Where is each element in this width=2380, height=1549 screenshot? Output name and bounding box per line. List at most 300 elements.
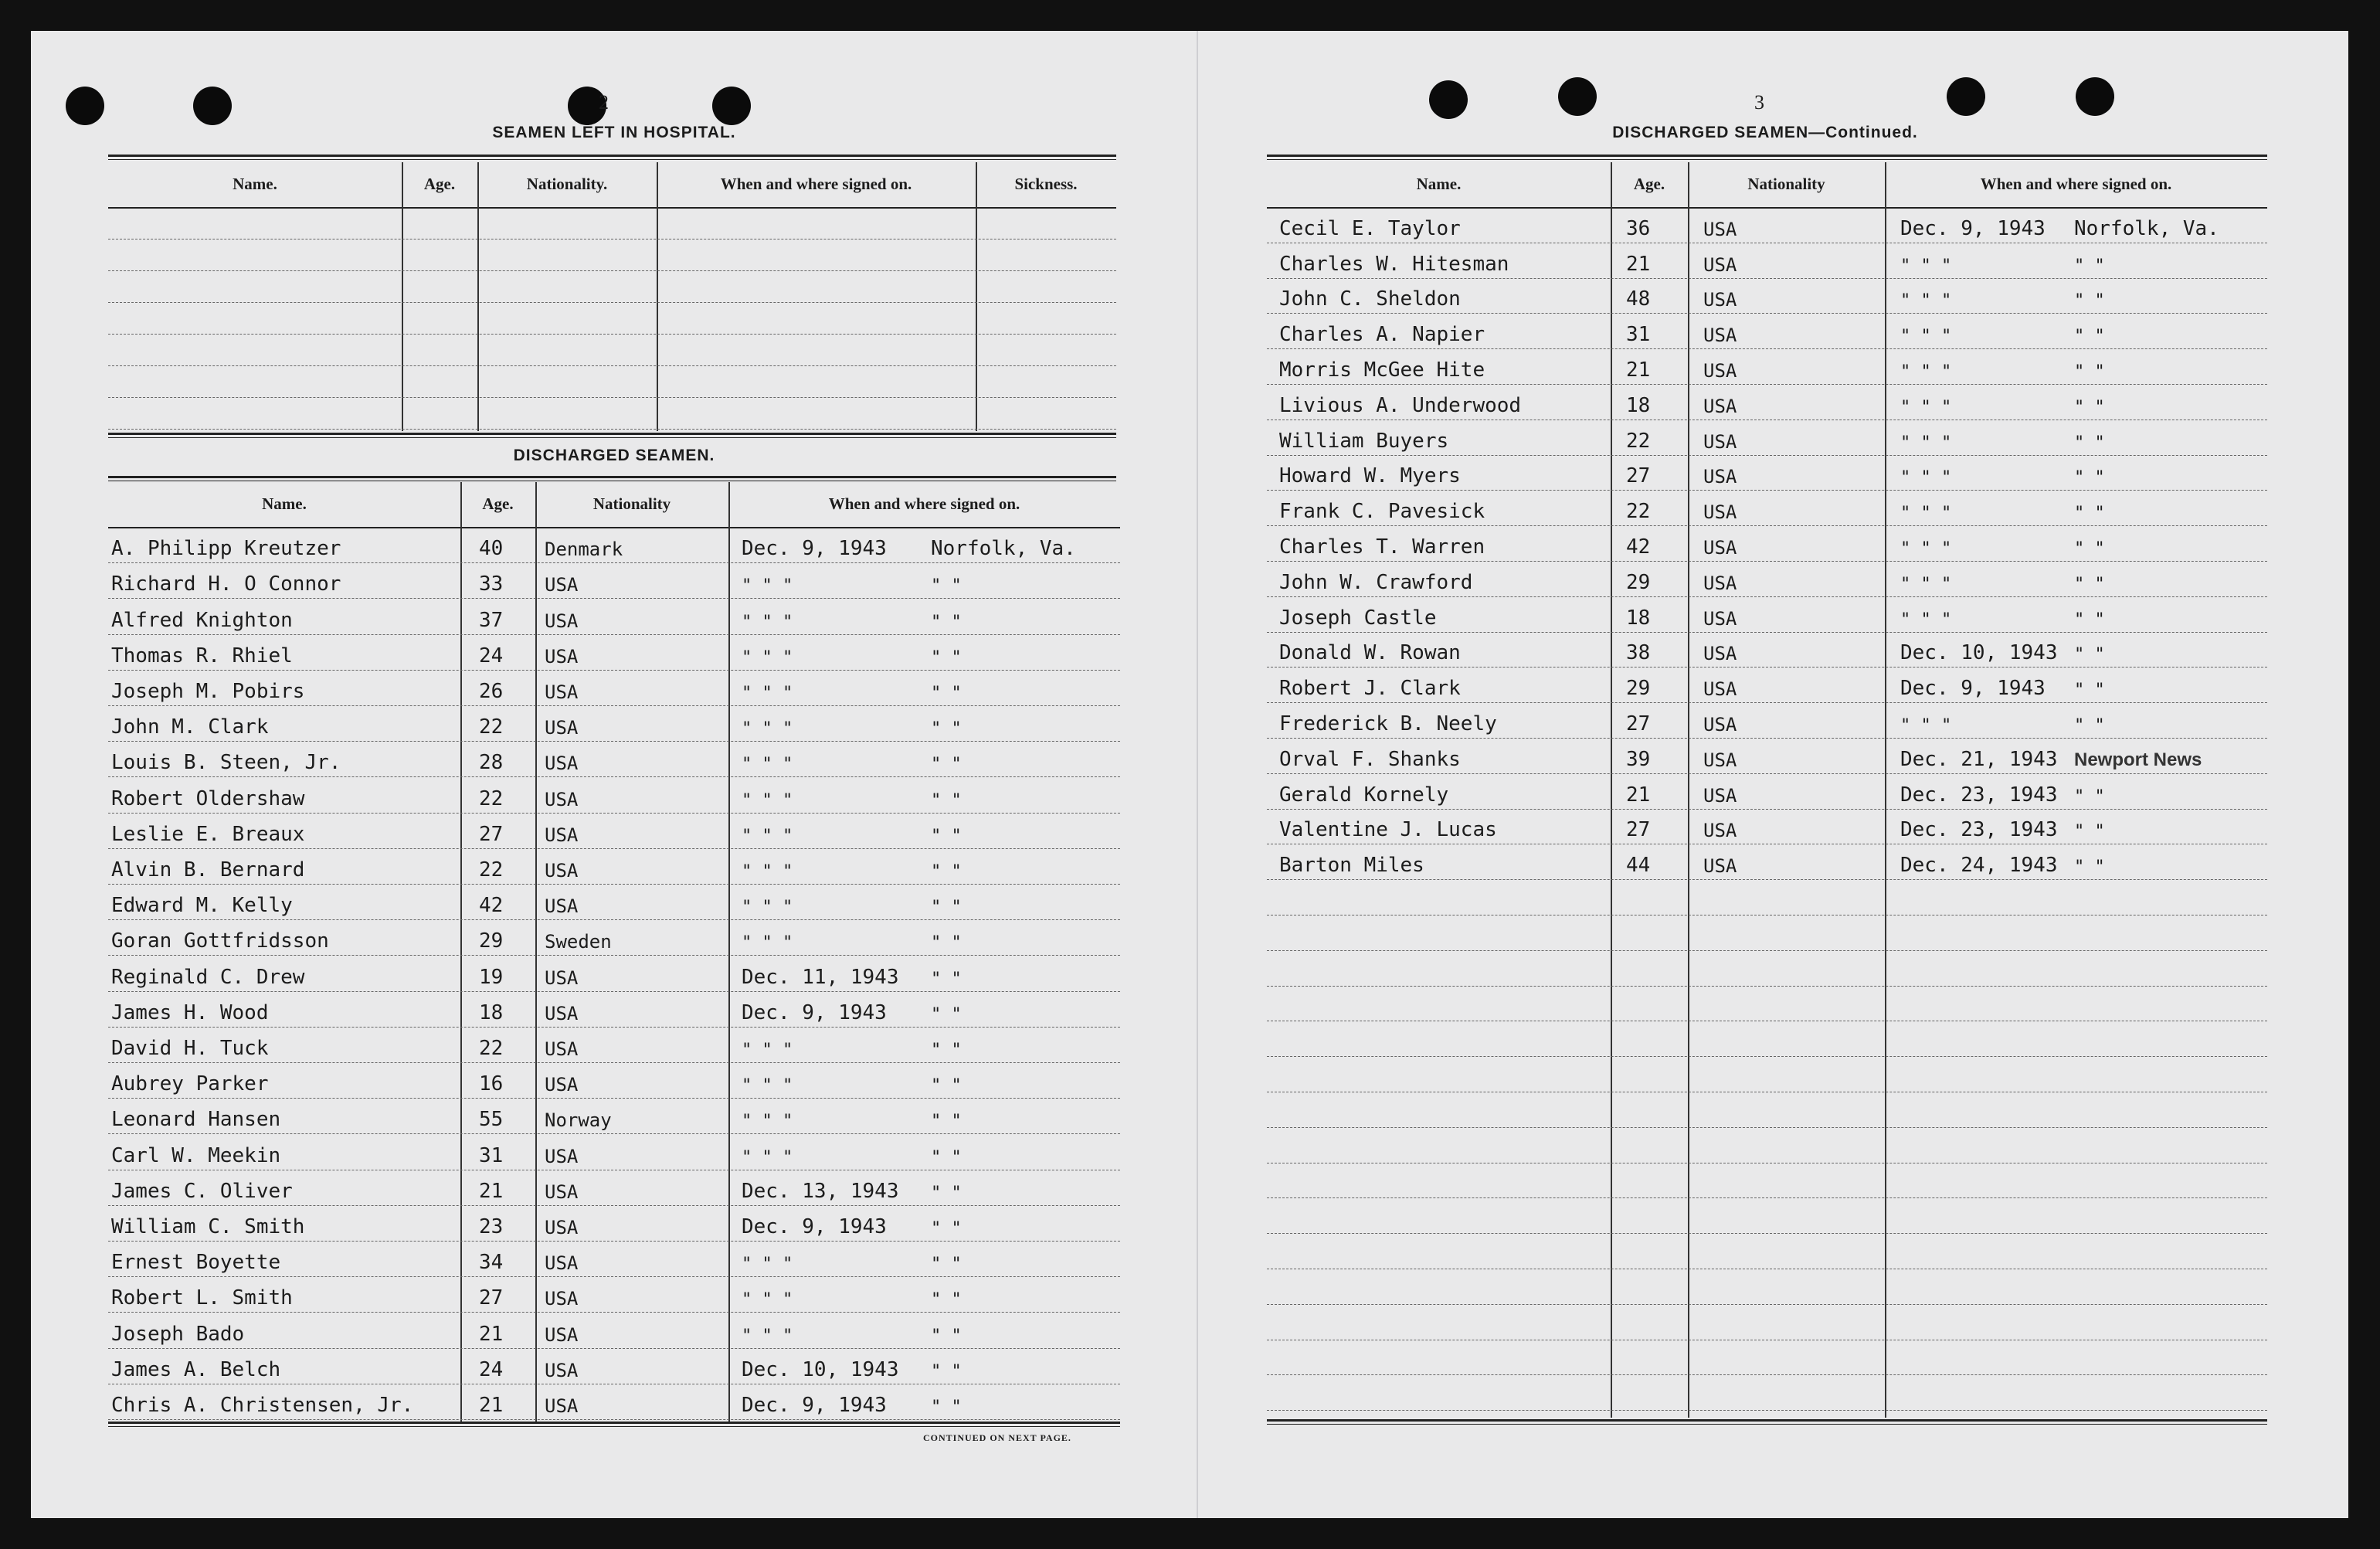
page-fold bbox=[1197, 31, 1198, 1518]
table-row bbox=[1267, 420, 2267, 456]
signed-on-place: " " bbox=[931, 719, 962, 739]
signed-on-date: " " " bbox=[1900, 433, 1952, 453]
seaman-nationality: USA bbox=[545, 1145, 579, 1167]
seaman-name: Orval F. Shanks bbox=[1279, 747, 1461, 771]
table-row bbox=[1267, 950, 2267, 987]
seaman-nationality: USA bbox=[545, 1002, 579, 1024]
table-row bbox=[108, 365, 1116, 398]
signed-on-date: " " " bbox=[1900, 468, 1952, 488]
seaman-nationality: USA bbox=[1703, 607, 1737, 630]
table-row bbox=[108, 1205, 1120, 1242]
seaman-name: John M. Clark bbox=[111, 715, 269, 739]
table-row bbox=[108, 1276, 1120, 1313]
column-header: When and where signed on. bbox=[1980, 175, 2172, 193]
signed-on-date: " " " bbox=[742, 1326, 793, 1346]
signed-on-date: Dec. 21, 1943 bbox=[1900, 747, 2058, 771]
seaman-nationality: USA bbox=[1703, 218, 1737, 240]
seaman-name: Joseph M. Pobirs bbox=[111, 679, 305, 703]
seaman-nationality: USA bbox=[1703, 430, 1737, 453]
table-row bbox=[1267, 1056, 2267, 1092]
seaman-age: 27 bbox=[1626, 464, 1651, 488]
table-row bbox=[1267, 490, 2267, 526]
table-row bbox=[108, 813, 1120, 849]
page-number: 3 bbox=[1754, 91, 1764, 114]
table-row bbox=[108, 1312, 1120, 1348]
seaman-name: Alfred Knighton bbox=[111, 608, 293, 632]
table-row bbox=[1267, 844, 2267, 880]
table-row bbox=[1267, 1197, 2267, 1234]
table-row bbox=[108, 1133, 1120, 1170]
seaman-name: Charles W. Hitesman bbox=[1279, 252, 1509, 276]
seaman-nationality: USA bbox=[545, 1038, 579, 1060]
table-row bbox=[1267, 1269, 2267, 1305]
seaman-age: 37 bbox=[479, 608, 504, 632]
signed-on-place: " " bbox=[931, 612, 962, 632]
signed-on-place: " " bbox=[931, 1183, 962, 1203]
seaman-name: Richard H. O Connor bbox=[111, 572, 341, 596]
signed-on-date: " " " bbox=[1900, 327, 1952, 347]
seaman-name: Livious A. Underwood bbox=[1279, 393, 1522, 417]
signed-on-place: Norfolk, Va. bbox=[931, 537, 1076, 561]
table-row bbox=[108, 207, 1116, 239]
signed-on-date: " " " bbox=[742, 861, 793, 882]
seaman-age: 27 bbox=[479, 822, 504, 846]
punch-hole bbox=[193, 87, 232, 125]
seaman-nationality: USA bbox=[1703, 289, 1737, 311]
table-header bbox=[1267, 162, 2267, 209]
signed-on-date: Dec. 10, 1943 bbox=[1900, 641, 2058, 665]
signed-on-date: " " " bbox=[742, 1290, 793, 1310]
signed-on-date: " " " bbox=[1900, 397, 1952, 417]
table-row bbox=[1267, 667, 2267, 703]
column-header: When and where signed on. bbox=[828, 494, 1020, 513]
signed-on-place: " " bbox=[2074, 645, 2105, 665]
seaman-nationality: USA bbox=[545, 788, 579, 810]
signed-on-place: " " bbox=[931, 1218, 962, 1238]
table-row bbox=[1267, 348, 2267, 385]
seaman-age: 27 bbox=[1626, 712, 1651, 735]
section-rule bbox=[1267, 1419, 2267, 1425]
table-row bbox=[1267, 561, 2267, 597]
seaman-nationality: USA bbox=[545, 895, 579, 918]
signed-on-place: " " bbox=[2074, 858, 2105, 878]
signed-on-date: Dec. 23, 1943 bbox=[1900, 818, 2058, 842]
table-row bbox=[1267, 313, 2267, 349]
signed-on-date: " " " bbox=[1900, 715, 1952, 735]
seaman-nationality: USA bbox=[545, 859, 579, 882]
signed-on-place: " " bbox=[2074, 468, 2105, 488]
seaman-nationality: USA bbox=[1703, 395, 1737, 417]
seaman-age: 18 bbox=[479, 1000, 504, 1024]
seaman-nationality: USA bbox=[545, 717, 579, 739]
signed-on-place: " " bbox=[931, 933, 962, 953]
signed-on-date: Dec. 11, 1943 bbox=[742, 965, 899, 989]
signed-on-place: " " bbox=[931, 1040, 962, 1060]
seaman-nationality: USA bbox=[1703, 253, 1737, 276]
signed-on-place: " " bbox=[931, 790, 962, 810]
seaman-nationality: USA bbox=[1703, 466, 1737, 488]
table-row bbox=[108, 270, 1116, 303]
seaman-age: 31 bbox=[1626, 323, 1651, 347]
column-header: Age. bbox=[1633, 175, 1665, 193]
table-row bbox=[1267, 1233, 2267, 1269]
signed-on-date: Dec. 9, 1943 bbox=[742, 1214, 887, 1238]
seaman-age: 40 bbox=[479, 537, 504, 561]
seaman-age: 22 bbox=[1626, 429, 1651, 453]
signed-on-date: " " " bbox=[742, 826, 793, 846]
signed-on-place: " " bbox=[2074, 681, 2105, 701]
seaman-age: 27 bbox=[479, 1286, 504, 1310]
punch-hole bbox=[712, 87, 751, 125]
seaman-age: 22 bbox=[479, 1036, 504, 1060]
signed-on-date: " " " bbox=[1900, 256, 1952, 276]
signed-on-date: " " " bbox=[742, 755, 793, 775]
seaman-name: Robert J. Clark bbox=[1279, 677, 1461, 701]
signed-on-place: " " bbox=[931, 1076, 962, 1096]
table-row bbox=[1267, 738, 2267, 774]
seaman-age: 26 bbox=[479, 679, 504, 703]
signed-on-place: " " bbox=[2074, 538, 2105, 559]
seaman-age: 16 bbox=[479, 1072, 504, 1096]
seaman-name: Howard W. Myers bbox=[1279, 464, 1461, 488]
table-row bbox=[108, 1062, 1120, 1099]
table-row bbox=[1267, 1092, 2267, 1128]
seaman-age: 39 bbox=[1626, 747, 1651, 771]
table-row bbox=[1267, 986, 2267, 1022]
signed-on-place: " " bbox=[931, 576, 962, 596]
seaman-age: 22 bbox=[479, 715, 504, 739]
seaman-name: Leonard Hansen bbox=[111, 1108, 281, 1132]
seaman-name: Valentine J. Lucas bbox=[1279, 818, 1497, 842]
signed-on-date: Dec. 24, 1943 bbox=[1900, 854, 2058, 878]
seaman-name: William C. Smith bbox=[111, 1214, 305, 1238]
table-row bbox=[1267, 1127, 2267, 1163]
signed-on-place: " " bbox=[931, 1361, 962, 1381]
signed-on-place: " " bbox=[931, 861, 962, 882]
seaman-age: 28 bbox=[479, 751, 504, 775]
hospital-table bbox=[108, 162, 1116, 431]
column-header: Sickness. bbox=[1014, 175, 1078, 193]
seaman-age: 21 bbox=[479, 1179, 504, 1203]
punch-hole bbox=[1429, 80, 1468, 119]
discharged-continued-table bbox=[1267, 162, 2267, 1418]
seaman-name: Alvin B. Bernard bbox=[111, 858, 305, 882]
column-header: Age. bbox=[423, 175, 456, 193]
seaman-nationality: USA bbox=[1703, 359, 1737, 382]
signed-on-place: " " bbox=[931, 898, 962, 918]
punch-hole bbox=[1947, 77, 1985, 116]
seaman-nationality: USA bbox=[545, 752, 579, 775]
signed-on-place: " " bbox=[2074, 574, 2105, 594]
seaman-age: 42 bbox=[479, 894, 504, 918]
seaman-nationality: USA bbox=[545, 1288, 579, 1310]
seaman-name: Morris McGee Hite bbox=[1279, 358, 1485, 382]
table-row bbox=[108, 1170, 1120, 1206]
signed-on-place: " " bbox=[2074, 327, 2105, 347]
signed-on-date: " " " bbox=[742, 933, 793, 953]
signed-on-date: " " " bbox=[742, 1147, 793, 1167]
column-header: Name. bbox=[1416, 175, 1462, 193]
seaman-name: David H. Tuck bbox=[111, 1036, 269, 1060]
signed-on-place: " " bbox=[2074, 433, 2105, 453]
signed-on-date: Dec. 9, 1943 bbox=[742, 1000, 887, 1024]
table-row bbox=[108, 884, 1120, 920]
seaman-nationality: USA bbox=[545, 1323, 579, 1346]
seaman-nationality: USA bbox=[545, 681, 579, 703]
table-row bbox=[108, 848, 1120, 885]
table-row bbox=[108, 527, 1120, 563]
table-row bbox=[108, 776, 1120, 813]
signed-on-date: " " " bbox=[742, 719, 793, 739]
table-row bbox=[108, 955, 1120, 991]
seaman-age: 29 bbox=[479, 929, 504, 953]
signed-on-place: " " bbox=[931, 1147, 962, 1167]
punch-hole bbox=[2076, 77, 2114, 116]
table-row bbox=[108, 1348, 1120, 1384]
seaman-age: 55 bbox=[479, 1108, 504, 1132]
signed-on-place: " " bbox=[2074, 715, 2105, 735]
table-row bbox=[108, 397, 1116, 430]
seaman-age: 21 bbox=[479, 1393, 504, 1417]
seaman-nationality: USA bbox=[545, 610, 579, 632]
seaman-name: Donald W. Rowan bbox=[1279, 641, 1461, 665]
seaman-age: 18 bbox=[1626, 393, 1651, 417]
seaman-age: 24 bbox=[479, 644, 504, 667]
seaman-name: Charles T. Warren bbox=[1279, 535, 1485, 559]
section-rule bbox=[108, 433, 1116, 438]
seaman-age: 42 bbox=[1626, 535, 1651, 559]
signed-on-date: Dec. 9, 1943 bbox=[742, 537, 887, 561]
column-header: Name. bbox=[233, 175, 277, 193]
seaman-name: Frederick B. Neely bbox=[1279, 712, 1497, 735]
seaman-age: 23 bbox=[479, 1214, 504, 1238]
table-row bbox=[1267, 1374, 2267, 1411]
seaman-name: William Buyers bbox=[1279, 429, 1449, 453]
seaman-age: 22 bbox=[1626, 500, 1651, 524]
signed-on-place: " " bbox=[2074, 256, 2105, 276]
signed-on-date: " " " bbox=[742, 576, 793, 596]
table-row bbox=[1267, 1021, 2267, 1057]
seaman-age: 22 bbox=[479, 786, 504, 810]
column-header: Nationality bbox=[1747, 175, 1825, 193]
seaman-age: 38 bbox=[1626, 641, 1651, 665]
seaman-nationality: USA bbox=[545, 1359, 579, 1381]
signed-on-place: " " bbox=[931, 683, 962, 703]
table-row bbox=[1267, 809, 2267, 845]
table-header bbox=[108, 482, 1120, 528]
table-row bbox=[108, 634, 1120, 671]
table-header bbox=[108, 162, 1116, 209]
table-row bbox=[1267, 243, 2267, 279]
seaman-name: James H. Wood bbox=[111, 1000, 269, 1024]
signed-on-place: Newport News bbox=[2074, 749, 2202, 770]
seaman-nationality: USA bbox=[1703, 749, 1737, 771]
signed-on-date: " " " bbox=[742, 612, 793, 632]
seaman-name: John C. Sheldon bbox=[1279, 287, 1461, 311]
seaman-age: 29 bbox=[1626, 570, 1651, 594]
seaman-age: 29 bbox=[1626, 677, 1651, 701]
seaman-age: 21 bbox=[479, 1322, 504, 1346]
table-row bbox=[1267, 879, 2267, 915]
seaman-nationality: USA bbox=[545, 645, 579, 667]
column-header: Nationality. bbox=[526, 175, 608, 193]
seaman-name: John W. Crawford bbox=[1279, 570, 1473, 594]
table-row bbox=[108, 705, 1120, 742]
seaman-nationality: Denmark bbox=[545, 538, 623, 561]
seaman-name: Cecil E. Taylor bbox=[1279, 216, 1461, 240]
seaman-name: Charles A. Napier bbox=[1279, 323, 1485, 347]
seaman-name: Joseph Castle bbox=[1279, 606, 1437, 630]
signed-on-date: " " " bbox=[1900, 504, 1952, 524]
seaman-nationality: USA bbox=[1703, 784, 1737, 807]
seaman-name: Joseph Bado bbox=[111, 1322, 245, 1346]
seaman-name: Robert L. Smith bbox=[111, 1286, 293, 1310]
seaman-nationality: USA bbox=[1703, 820, 1737, 842]
seaman-nationality: USA bbox=[1703, 324, 1737, 347]
table-row bbox=[1267, 278, 2267, 314]
signed-on-date: Dec. 9, 1943 bbox=[1900, 677, 2046, 701]
signed-on-date: " " " bbox=[1900, 538, 1952, 559]
table-row bbox=[1267, 384, 2267, 420]
table-row bbox=[108, 991, 1120, 1028]
signed-on-date: " " " bbox=[742, 1112, 793, 1132]
signed-on-place: " " bbox=[931, 969, 962, 989]
table-row bbox=[108, 1098, 1120, 1134]
seaman-age: 18 bbox=[1626, 606, 1651, 630]
seaman-age: 44 bbox=[1626, 854, 1651, 878]
signed-on-place: " " bbox=[931, 1326, 962, 1346]
seaman-nationality: USA bbox=[1703, 536, 1737, 559]
table-row bbox=[108, 598, 1120, 634]
seaman-name: Goran Gottfridsson bbox=[111, 929, 329, 953]
signed-on-place: " " bbox=[2074, 397, 2105, 417]
seaman-age: 31 bbox=[479, 1143, 504, 1167]
signed-on-date: " " " bbox=[742, 898, 793, 918]
signed-on-date: " " " bbox=[742, 1255, 793, 1275]
seaman-age: 22 bbox=[479, 858, 504, 882]
seaman-name: Aubrey Parker bbox=[111, 1072, 269, 1096]
signed-on-date: " " " bbox=[1900, 574, 1952, 594]
seaman-name: Gerald Kornely bbox=[1279, 783, 1449, 807]
signed-on-date: " " " bbox=[1900, 362, 1952, 382]
table-row bbox=[108, 302, 1116, 335]
table-row bbox=[1267, 1340, 2267, 1376]
table-row bbox=[1267, 596, 2267, 633]
seaman-nationality: USA bbox=[545, 574, 579, 596]
signed-on-place: " " bbox=[2074, 610, 2105, 630]
seaman-nationality: Norway bbox=[545, 1109, 612, 1132]
signed-on-date: " " " bbox=[742, 683, 793, 703]
punch-hole bbox=[1558, 77, 1597, 116]
page-number: 2 bbox=[599, 91, 609, 114]
table-row bbox=[1267, 632, 2267, 668]
seaman-nationality: USA bbox=[1703, 501, 1737, 524]
signed-on-place: " " bbox=[2074, 504, 2105, 524]
column-header: Nationality bbox=[592, 494, 671, 513]
signed-on-place: " " bbox=[931, 1397, 962, 1417]
column-header: Name. bbox=[262, 494, 307, 513]
seaman-age: 21 bbox=[1626, 783, 1651, 807]
seaman-nationality: USA bbox=[545, 824, 579, 846]
seaman-nationality: USA bbox=[545, 1252, 579, 1275]
seaman-nationality: USA bbox=[545, 1394, 579, 1417]
signed-on-place: Norfolk, Va. bbox=[2074, 216, 2219, 240]
table-row bbox=[108, 1384, 1120, 1420]
seaman-age: 21 bbox=[1626, 358, 1651, 382]
section-title-hospital: SEAMEN LEFT IN HOSPITAL. bbox=[492, 124, 736, 141]
seaman-nationality: USA bbox=[545, 1216, 579, 1238]
signed-on-place: " " bbox=[931, 1004, 962, 1024]
signed-on-place: " " bbox=[931, 826, 962, 846]
signed-on-place: " " bbox=[931, 647, 962, 667]
seaman-name: Edward M. Kelly bbox=[111, 894, 293, 918]
seaman-age: 48 bbox=[1626, 287, 1651, 311]
signed-on-place: " " bbox=[931, 1290, 962, 1310]
seaman-nationality: USA bbox=[1703, 713, 1737, 735]
section-rule bbox=[108, 1422, 1120, 1427]
seaman-name: Louis B. Steen, Jr. bbox=[111, 751, 341, 775]
seaman-name: James A. Belch bbox=[111, 1357, 281, 1381]
section-rule bbox=[1267, 155, 2267, 160]
table-row bbox=[1267, 207, 2267, 243]
seaman-name: Thomas R. Rhiel bbox=[111, 644, 293, 667]
discharged-table bbox=[108, 482, 1120, 1422]
seaman-name: Robert Oldershaw bbox=[111, 786, 305, 810]
section-title-discharged: DISCHARGED SEAMEN. bbox=[513, 447, 715, 464]
table-row bbox=[1267, 773, 2267, 810]
seaman-name: Leslie E. Breaux bbox=[111, 822, 305, 846]
table-row bbox=[1267, 525, 2267, 562]
seaman-name: James C. Oliver bbox=[111, 1179, 293, 1203]
seaman-nationality: USA bbox=[1703, 678, 1737, 701]
seaman-name: A. Philipp Kreutzer bbox=[111, 537, 341, 561]
seaman-age: 27 bbox=[1626, 818, 1651, 842]
continued-note: CONTINUED ON NEXT PAGE. bbox=[923, 1432, 1071, 1443]
section-rule bbox=[108, 476, 1116, 481]
seaman-nationality: USA bbox=[1703, 643, 1737, 665]
signed-on-date: Dec. 9, 1943 bbox=[1900, 216, 2046, 240]
seaman-age: 24 bbox=[479, 1357, 504, 1381]
signed-on-date: " " " bbox=[742, 647, 793, 667]
seaman-age: 21 bbox=[1626, 252, 1651, 276]
table-row bbox=[108, 1241, 1120, 1277]
signed-on-date: " " " bbox=[1900, 291, 1952, 311]
signed-on-place: " " bbox=[2074, 822, 2105, 842]
signed-on-place: " " bbox=[2074, 291, 2105, 311]
seaman-age: 19 bbox=[479, 965, 504, 989]
seaman-nationality: Sweden bbox=[545, 931, 612, 953]
signed-on-date: " " " bbox=[742, 1076, 793, 1096]
signed-on-place: " " bbox=[931, 1112, 962, 1132]
table-row bbox=[108, 1027, 1120, 1063]
signed-on-date: Dec. 10, 1943 bbox=[742, 1357, 899, 1381]
seaman-name: Chris A. Christensen, Jr. bbox=[111, 1393, 414, 1417]
section-rule bbox=[108, 155, 1116, 160]
seaman-age: 34 bbox=[479, 1251, 504, 1275]
signed-on-date: " " " bbox=[1900, 610, 1952, 630]
signed-on-place: " " bbox=[2074, 362, 2105, 382]
seaman-name: Ernest Boyette bbox=[111, 1251, 281, 1275]
signed-on-date: " " " bbox=[742, 790, 793, 810]
table-row bbox=[1267, 915, 2267, 951]
signed-on-date: Dec. 9, 1943 bbox=[742, 1393, 887, 1417]
seaman-nationality: USA bbox=[545, 1180, 579, 1203]
table-row bbox=[108, 741, 1120, 777]
signed-on-date: Dec. 23, 1943 bbox=[1900, 783, 2058, 807]
column-header: Age. bbox=[482, 494, 514, 513]
table-row bbox=[108, 334, 1116, 366]
table-row bbox=[108, 919, 1120, 956]
